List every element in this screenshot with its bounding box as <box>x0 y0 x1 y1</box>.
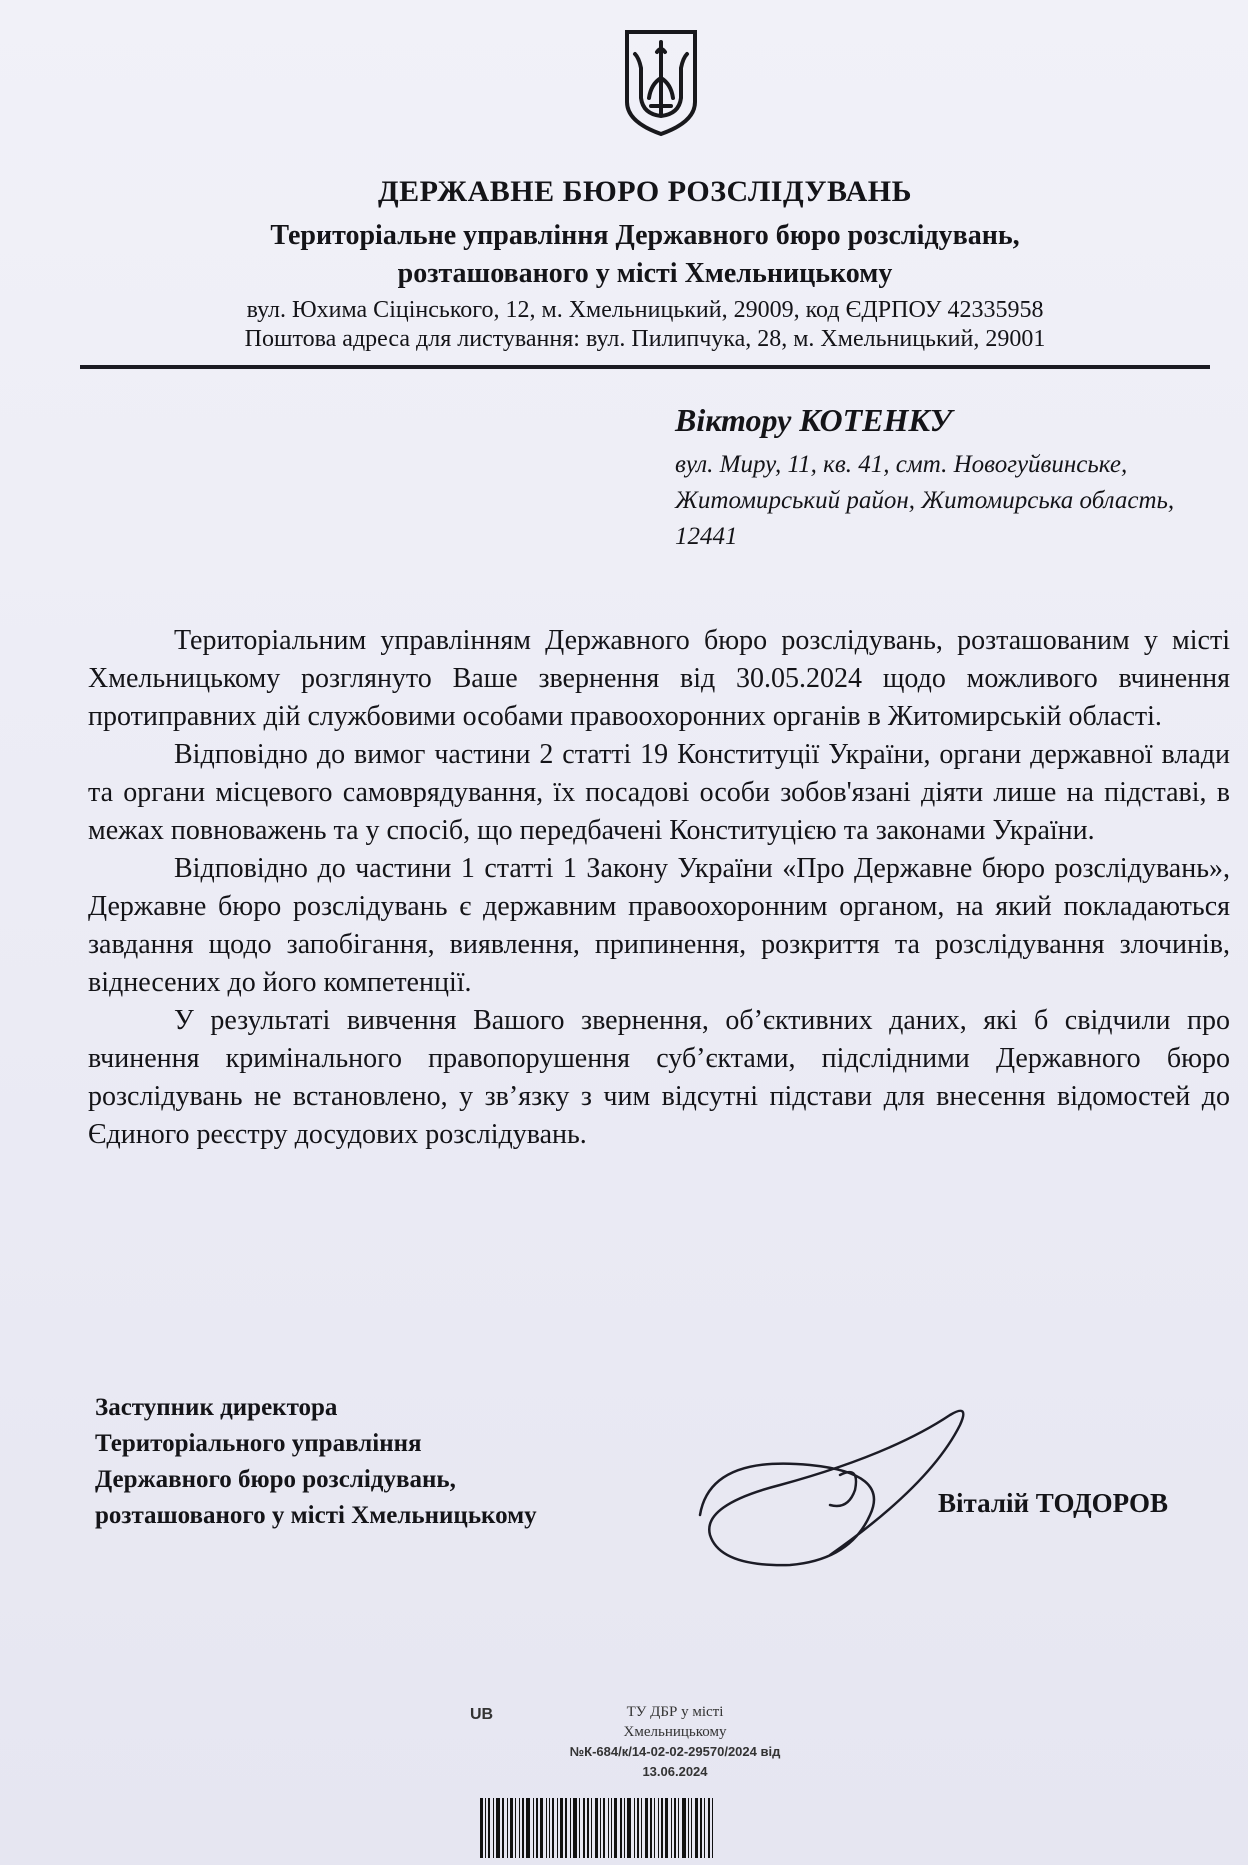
barcode-bar <box>650 1798 652 1858</box>
barcode-bar <box>603 1798 605 1858</box>
barcode-bar <box>573 1798 577 1858</box>
stamp-line: ТУ ДБР у місті <box>626 1704 724 1720</box>
barcode-bar <box>519 1798 520 1858</box>
barcode-bar <box>637 1798 639 1858</box>
barcode-bar <box>691 1798 692 1858</box>
barcode-bar <box>665 1798 668 1858</box>
barcode-bar <box>570 1798 571 1858</box>
barcode-bar <box>658 1798 659 1858</box>
signatory-position <box>95 1390 537 1534</box>
body-paragraph: У результаті вивчення Вашого звернення, об’єктивних даних, які б свідчили про вчинення кримінального правопорушення суб’єктами, підслідними Державного бюро розслідувань не встановлено, у зв’язку з чим відсутні підстави для внесення відомостей до Єдиного реєстру досудових розслідувань. <box>88 1005 1230 1150</box>
barcode-bar <box>671 1798 672 1858</box>
recipient-address-line-1: вул. Миру, 11, кв. 41, смт. Новогуйвинське, <box>675 451 1128 478</box>
subdivision-line-1: Територіальне управління Державного бюро розслідувань, <box>270 220 1020 251</box>
barcode-bar <box>502 1798 504 1858</box>
body-paragraph: Відповідно до вимог частини 2 статті 19 Конституції України, органи державної влади та органи місцевого самоврядування, їх посадові особи зобов'язані діяти лише на підставі, в межах повноважень та у спосіб, що передбачені Конституцією та законами України. <box>88 739 1230 846</box>
barcode-bar <box>579 1798 580 1858</box>
barcode-bar <box>704 1798 705 1858</box>
barcode-bar <box>540 1798 543 1858</box>
recipient-name: Віктору КОТЕНКУ <box>675 402 952 438</box>
stamp-registration-number: №К-684/к/14-02-02-29570/2024 від <box>569 1744 781 1759</box>
barcode-bar <box>682 1798 686 1858</box>
barcode-bar <box>620 1798 622 1858</box>
barcode-bar <box>624 1798 625 1858</box>
barcode-bar <box>608 1798 609 1858</box>
barcode-bar <box>583 1798 585 1858</box>
barcode-bar <box>507 1798 508 1858</box>
barcode-bar <box>600 1798 601 1858</box>
barcode-bar <box>695 1798 698 1858</box>
barcode-bar <box>611 1798 612 1858</box>
subdivision-line-2: розташованого у місті Хмельницькому <box>397 258 893 289</box>
signer-name: Віталій ТОДОРОВ <box>938 1488 1169 1518</box>
barcode-bar <box>587 1798 589 1858</box>
barcode <box>480 1798 810 1858</box>
position-line: Заступник директора <box>95 1394 338 1421</box>
postal-address: Поштова адреса для листування: вул. Пилипчука, 28, м. Хмельницький, 29001 <box>244 326 1046 352</box>
barcode-bar <box>560 1798 563 1858</box>
recipient-address-line-2: Житомирський район, Житомирська область, <box>675 487 1175 514</box>
position-line: Державного бюро розслідувань, <box>95 1466 456 1493</box>
position-line: розташованого у місті Хмельницькому <box>95 1502 537 1529</box>
header-divider <box>80 365 1210 369</box>
barcode-bar <box>591 1798 592 1858</box>
recipient-address-line-3: 12441 <box>675 523 738 550</box>
barcode-bar <box>654 1798 655 1858</box>
barcode-bar <box>549 1798 550 1858</box>
recipient-block <box>675 402 1235 555</box>
stamp-text <box>530 1702 820 1782</box>
barcode-bar <box>515 1798 516 1858</box>
organization-address: вул. Юхима Сіцінського, 12, м. Хмельницький, 29009, код ЄДРПОУ 42335958 <box>246 297 1044 323</box>
barcode-bar <box>522 1798 524 1858</box>
barcode-bar <box>641 1798 642 1858</box>
body-paragraph: Відповідно до частини 1 статті 1 Закону України «Про Державне бюро розслідувань», Державне бюро розслідувань є державним правоохоронним органом, на який покладаються завдання щодо запобігання, виявлення, припинення, розкриття та розслідування злочинів, віднесених до його компетенції. <box>88 853 1230 998</box>
barcode-bar <box>533 1798 534 1858</box>
barcode-bar <box>614 1798 617 1858</box>
organization-title: ДЕРЖАВНЕ БЮРО РОЗСЛІДУВАНЬ <box>378 175 912 208</box>
stamp-date: 13.06.2024 <box>642 1764 708 1779</box>
registration-stamp <box>470 1698 830 1863</box>
barcode-bar <box>546 1798 547 1858</box>
barcode-bar <box>480 1798 483 1858</box>
barcode-bar <box>488 1798 490 1858</box>
barcode-bar <box>536 1798 538 1858</box>
barcode-bar <box>595 1798 598 1858</box>
barcode-bar <box>712 1798 713 1858</box>
barcode-bar <box>565 1798 567 1858</box>
handwritten-signature <box>690 1395 990 1575</box>
barcode-bar <box>661 1798 663 1858</box>
barcode-bar <box>634 1798 635 1858</box>
barcode-bar <box>708 1798 710 1858</box>
barcode-bar <box>493 1798 494 1858</box>
position-line: Територіального управління <box>95 1430 422 1457</box>
barcode-bar <box>557 1798 558 1858</box>
barcode-bar <box>552 1798 554 1858</box>
barcode-bar <box>496 1798 500 1858</box>
stamp-line: Хмельницькому <box>623 1724 727 1740</box>
barcode-bar <box>627 1798 631 1858</box>
letter-body <box>88 622 1230 1154</box>
barcode-bar <box>678 1798 679 1858</box>
barcode-bar <box>510 1798 513 1858</box>
barcode-bar <box>674 1798 676 1858</box>
barcode-bar <box>700 1798 702 1858</box>
barcode-bar <box>485 1798 486 1858</box>
body-paragraph: Територіальним управлінням Державного бюро розслідувань, розташованим у місті Хмельницькому розглянуто Ваше звернення від 30.05.2024 щодо можливого вчинення протиправних дій службовими особами правоохоронних органів в Житомирській області. <box>88 625 1230 732</box>
trident-icon <box>621 28 701 138</box>
barcode-bar <box>645 1798 648 1858</box>
barcode-bar <box>688 1798 689 1858</box>
barcode-bar <box>526 1798 530 1858</box>
stamp-mark: UB <box>470 1706 494 1723</box>
